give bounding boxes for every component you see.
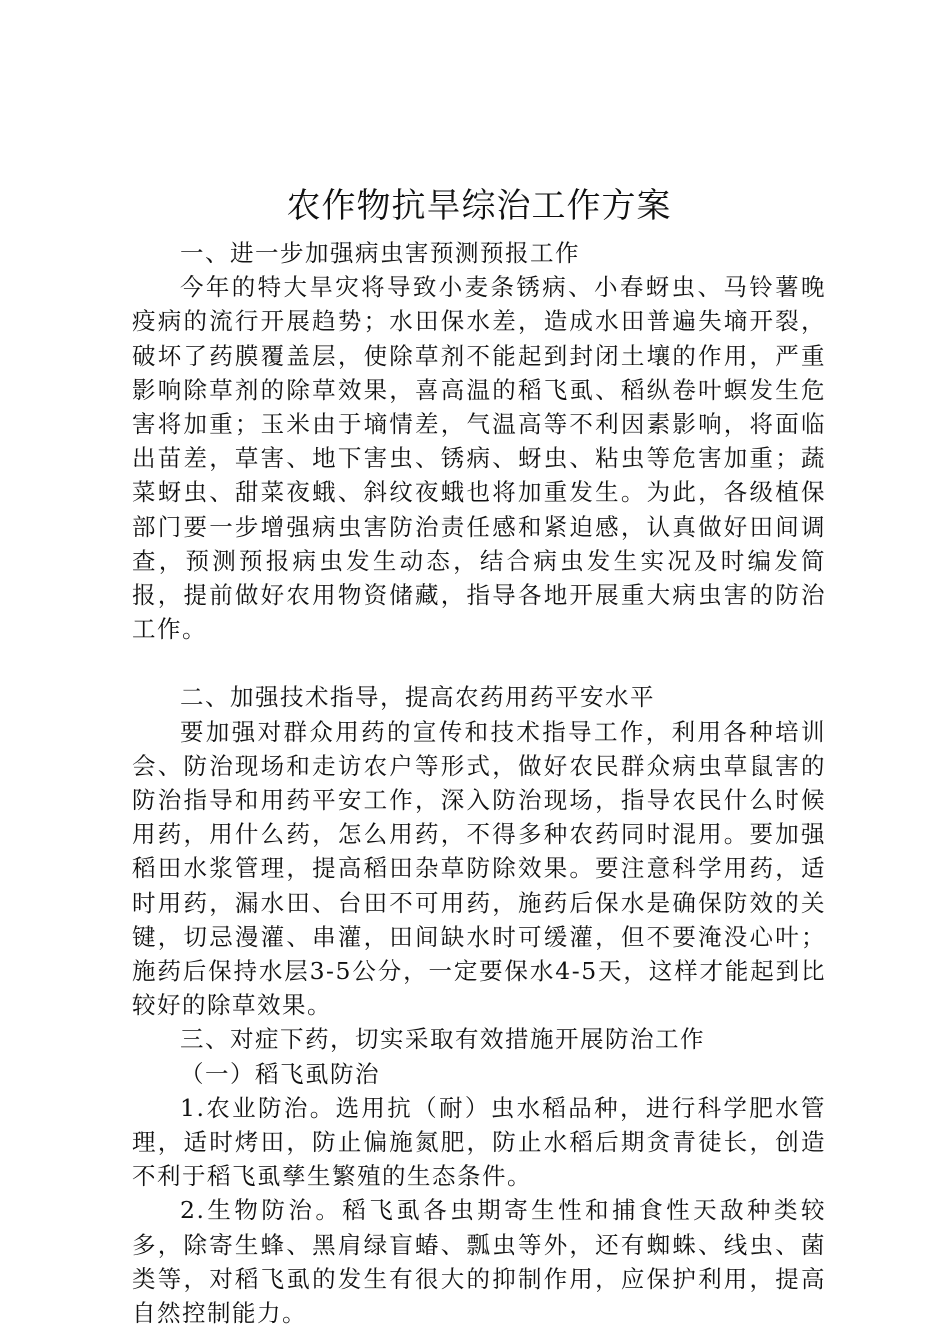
section-heading-2: 二、加强技术指导，提高农药用药平安水平 — [180, 683, 655, 712]
subsection-heading-1: （一）稻飞虱防治 — [180, 1059, 380, 1088]
paragraph-3: 1.农业防治。选用抗（耐）虫水稻品种，进行科学肥水管理，适时烤田，防止偏施氮肥，防止水稻后期贪青徒长，创造不利于稻飞虱孳生繁殖的生态条件。 — [132, 1093, 826, 1191]
document-title: 农作物抗旱综治工作方案 — [286, 186, 672, 226]
paragraph-1: 今年的特大旱灾将导致小麦条锈病、小春蚜虫、马铃薯晚疫病的流行开展趋势；水田保水差，造成水田普遍失墒开裂，破坏了药膜覆盖层，使除草剂不能起到封闭土壤的作用，严重影响除草剂的除草效果，喜高温的稻飞虱、稻纵卷叶螟发生危害将加重；玉米由于墒情差，气温高等不利因素影响，将面临出苗差，草害、地下害虫、锈病、蚜虫、粘虫等危害加重；蔬菜蚜虫、甜菜夜蛾、斜纹夜蛾也将加重发生。为此，各级植保部门要一步增强病虫害防治责任感和紧迫感，认真做好田间调查，预测预报病虫发生动态，结合病虫发生实况及时编发简报，提前做好农用物资储藏，指导各地开展重大病虫害的防治工作。 — [132, 273, 826, 644]
section-heading-1: 一、进一步加强病虫害预测预报工作 — [180, 239, 580, 267]
document-page — [132, 178, 826, 1330]
section-heading-3: 三、对症下药，切实采取有效措施开展防治工作 — [180, 1025, 705, 1054]
paragraph-2: 要加强对群众用药的宣传和技术指导工作，利用各种培训会、防治现场和走访农户等形式，做好农民群众病虫草鼠害的防治指导和用药平安工作，深入防治现场，指导农民什么时候用药，用什么药，怎么用药，不得多种农药同时混用。要加强稻田水浆管理，提高稻田杂草防除效果。要注意科学用药，适时用药，漏水田、台田不可用药，施药后保水是确保防效的关键，切忌漫灌、串灌，田间缺水时可缓灌，但不要淹没心叶；施药后保持水层3-5公分，一定要保水4-5天，这样才能起到比较好的除草效果。 — [132, 717, 826, 1020]
paragraph-gap — [132, 646, 826, 680]
paragraph-4: 2.生物防治。稻飞虱各虫期寄生性和捕食性天敌种类较多，除寄生蜂、黑肩绿盲蝽、瓢虫等外，还有蜘蛛、线虫、菌类等，对稻飞虱的发生有很大的抑制作用，应保护利用，提高自然控制能力。 — [132, 1196, 826, 1328]
